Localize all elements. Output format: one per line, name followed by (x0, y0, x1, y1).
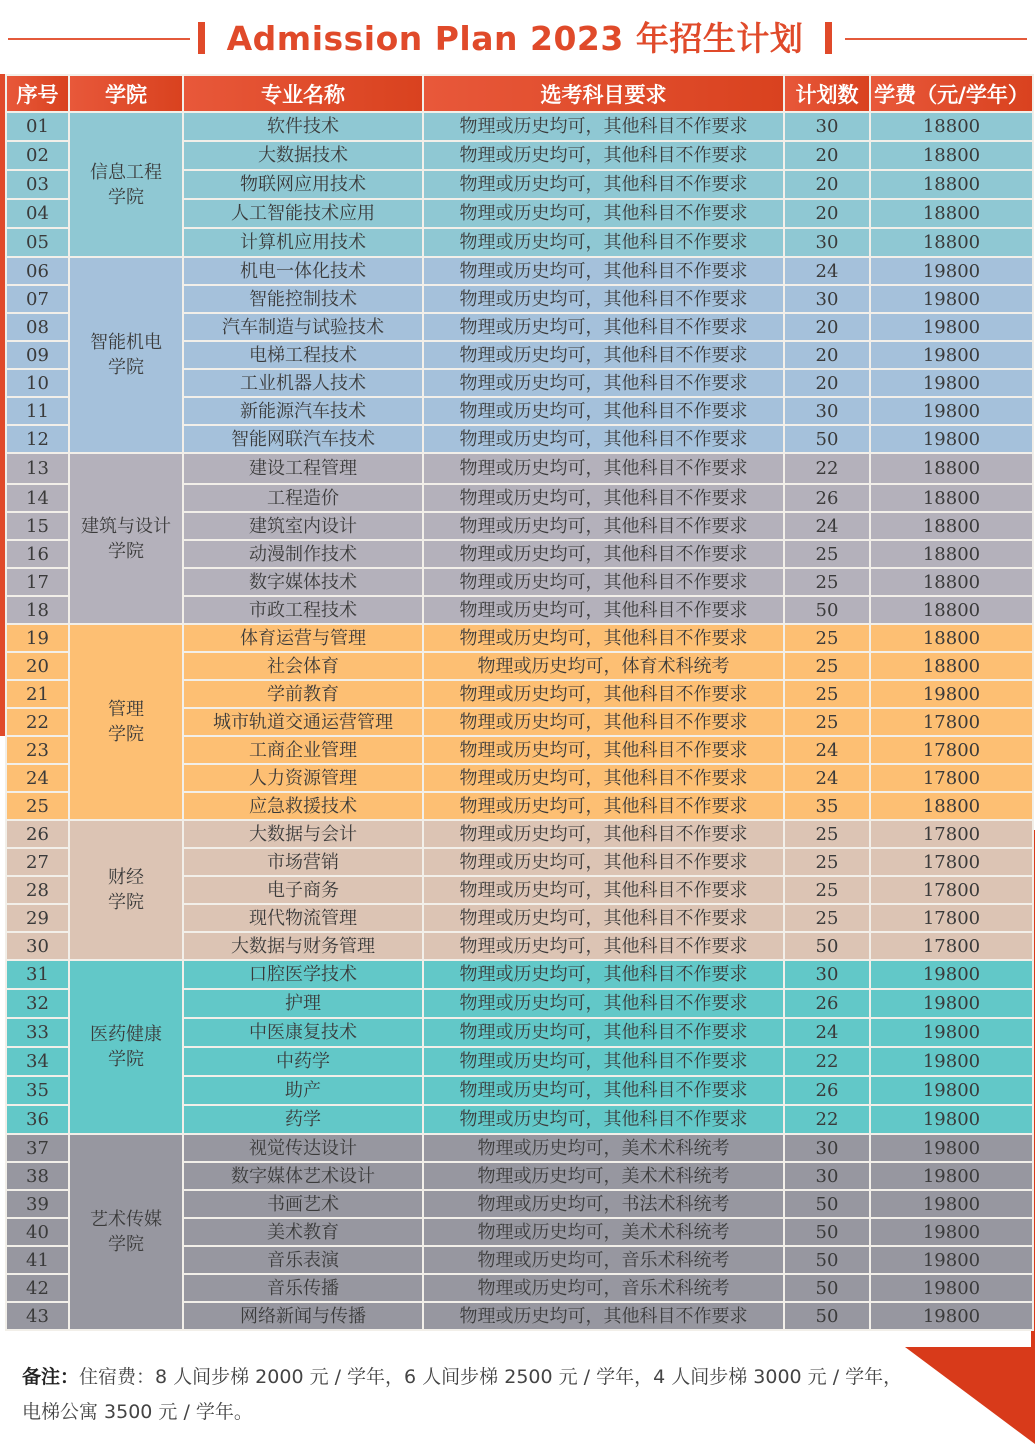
cell-major: 助产 (183, 1076, 423, 1105)
cell-plan-count: 50 (784, 425, 870, 453)
table-row (6, 112, 1033, 141)
cell-major: 工业机器人技术 (183, 369, 423, 397)
cell-major: 工商企业管理 (183, 736, 423, 764)
cell-plan-count: 25 (784, 876, 870, 904)
cell-plan-count: 24 (784, 736, 870, 764)
cell-requirement: 物理或历史均可，美术术科统考 (423, 1134, 784, 1162)
cell-requirement: 物理或历史均可，其他科目不作要求 (423, 369, 784, 397)
cell-requirement: 物理或历史均可，其他科目不作要求 (423, 764, 784, 792)
cell-plan-count: 25 (784, 652, 870, 680)
cell-no: 01 (6, 112, 69, 141)
cell-tuition: 18800 (870, 568, 1033, 596)
cell-plan-count: 30 (784, 397, 870, 425)
cell-plan-count: 24 (784, 512, 870, 540)
cell-college: 医药健康 学院 (69, 960, 183, 1134)
cell-no: 24 (6, 764, 69, 792)
cell-college: 建筑与设计 学院 (69, 453, 183, 624)
cell-major: 大数据与财务管理 (183, 932, 423, 960)
cell-requirement: 物理或历史均可，其他科目不作要求 (423, 876, 784, 904)
cell-major: 学前教育 (183, 680, 423, 708)
cell-requirement: 物理或历史均可，其他科目不作要求 (423, 820, 784, 848)
cell-tuition: 19800 (870, 1190, 1033, 1218)
cell-tuition: 18800 (870, 596, 1033, 624)
cell-tuition: 19800 (870, 425, 1033, 453)
title-bar (0, 14, 1035, 64)
cell-requirement: 物理或历史均可，其他科目不作要求 (423, 484, 784, 512)
note-line-1: 住宿费：8 人间步梯 2000 元 / 学年，6 人间步梯 2500 元 / 学年，4 人间步梯 3000 元 / 学年， (79, 1366, 903, 1388)
cell-no: 03 (6, 170, 69, 199)
cell-plan-count: 25 (784, 680, 870, 708)
cell-no: 32 (6, 989, 69, 1018)
cell-tuition: 19800 (870, 1274, 1033, 1302)
cell-requirement: 物理或历史均可，其他科目不作要求 (423, 170, 784, 199)
title-marker-right (825, 22, 832, 54)
note-label: 备注： (22, 1366, 80, 1388)
cell-requirement: 物理或历史均可，其他科目不作要求 (423, 453, 784, 484)
cell-plan-count: 30 (784, 960, 870, 989)
cell-major: 物联网应用技术 (183, 170, 423, 199)
cell-plan-count: 25 (784, 708, 870, 736)
cell-tuition: 19800 (870, 1018, 1033, 1047)
cell-tuition: 18800 (870, 652, 1033, 680)
cell-no: 19 (6, 624, 69, 652)
cell-tuition: 19800 (870, 313, 1033, 341)
cell-major: 机电一体化技术 (183, 257, 423, 285)
cell-major: 网络新闻与传播 (183, 1302, 423, 1330)
cell-no: 39 (6, 1190, 69, 1218)
cell-requirement: 物理或历史均可，音乐术科统考 (423, 1274, 784, 1302)
cell-tuition: 19800 (870, 369, 1033, 397)
cell-tuition: 18800 (870, 453, 1033, 484)
footnote (22, 1360, 942, 1430)
cell-plan-count: 20 (784, 170, 870, 199)
cell-tuition: 19800 (870, 341, 1033, 369)
cell-no: 40 (6, 1218, 69, 1246)
cell-tuition: 19800 (870, 1302, 1033, 1330)
cell-plan-count: 50 (784, 1218, 870, 1246)
cell-major: 电梯工程技术 (183, 341, 423, 369)
table-header-row (6, 75, 1033, 112)
cell-plan-count: 30 (784, 1134, 870, 1162)
cell-plan-count: 30 (784, 228, 870, 257)
cell-major: 建筑室内设计 (183, 512, 423, 540)
cell-plan-count: 50 (784, 1302, 870, 1330)
header-tuition: 学费（元/学年） (870, 75, 1033, 112)
cell-plan-count: 20 (784, 369, 870, 397)
cell-requirement: 物理或历史均可，其他科目不作要求 (423, 425, 784, 453)
cell-tuition: 17800 (870, 848, 1033, 876)
cell-tuition: 19800 (870, 1246, 1033, 1274)
cell-no: 17 (6, 568, 69, 596)
cell-no: 05 (6, 228, 69, 257)
cell-major: 口腔医学技术 (183, 960, 423, 989)
cell-plan-count: 24 (784, 257, 870, 285)
cell-no: 41 (6, 1246, 69, 1274)
cell-major: 新能源汽车技术 (183, 397, 423, 425)
cell-no: 33 (6, 1018, 69, 1047)
cell-requirement: 物理或历史均可，其他科目不作要求 (423, 960, 784, 989)
cell-no: 11 (6, 397, 69, 425)
cell-no: 13 (6, 453, 69, 484)
page-title: Admission Plan 2023 年招生计划 (226, 19, 804, 58)
cell-plan-count: 22 (784, 1047, 870, 1076)
cell-tuition: 18800 (870, 199, 1033, 228)
cell-college: 信息工程 学院 (69, 112, 183, 257)
title-marker-left (198, 22, 205, 54)
cell-plan-count: 50 (784, 596, 870, 624)
cell-no: 37 (6, 1134, 69, 1162)
cell-plan-count: 26 (784, 989, 870, 1018)
table-row (6, 257, 1033, 285)
table-row (6, 960, 1033, 989)
cell-tuition: 19800 (870, 989, 1033, 1018)
table-body (6, 112, 1033, 1330)
cell-major: 大数据技术 (183, 141, 423, 170)
cell-requirement: 物理或历史均可，其他科目不作要求 (423, 1076, 784, 1105)
cell-no: 06 (6, 257, 69, 285)
cell-tuition: 19800 (870, 1047, 1033, 1076)
cell-major: 数字媒体技术 (183, 568, 423, 596)
cell-tuition: 18800 (870, 141, 1033, 170)
cell-major: 音乐表演 (183, 1246, 423, 1274)
cell-tuition: 17800 (870, 736, 1033, 764)
cell-no: 04 (6, 199, 69, 228)
cell-tuition: 18800 (870, 112, 1033, 141)
cell-no: 07 (6, 285, 69, 313)
header-no: 序号 (6, 75, 69, 112)
cell-major: 药学 (183, 1105, 423, 1134)
cell-requirement: 物理或历史均可，其他科目不作要求 (423, 848, 784, 876)
cell-tuition: 17800 (870, 820, 1033, 848)
cell-major: 智能控制技术 (183, 285, 423, 313)
cell-requirement: 物理或历史均可，其他科目不作要求 (423, 624, 784, 652)
cell-plan-count: 30 (784, 112, 870, 141)
cell-no: 12 (6, 425, 69, 453)
cell-tuition: 19800 (870, 257, 1033, 285)
cell-tuition: 19800 (870, 960, 1033, 989)
cell-requirement: 物理或历史均可，其他科目不作要求 (423, 736, 784, 764)
cell-major: 音乐传播 (183, 1274, 423, 1302)
cell-plan-count: 26 (784, 484, 870, 512)
cell-plan-count: 22 (784, 1105, 870, 1134)
cell-tuition: 17800 (870, 932, 1033, 960)
cell-requirement: 物理或历史均可，其他科目不作要求 (423, 199, 784, 228)
cell-requirement: 物理或历史均可，其他科目不作要求 (423, 341, 784, 369)
cell-requirement: 物理或历史均可，其他科目不作要求 (423, 708, 784, 736)
cell-plan-count: 25 (784, 848, 870, 876)
cell-major: 中医康复技术 (183, 1018, 423, 1047)
cell-plan-count: 20 (784, 141, 870, 170)
cell-no: 28 (6, 876, 69, 904)
cell-major: 人工智能技术应用 (183, 199, 423, 228)
cell-college: 智能机电 学院 (69, 257, 183, 453)
cell-requirement: 物理或历史均可，美术术科统考 (423, 1162, 784, 1190)
header-major: 专业名称 (183, 75, 423, 112)
cell-no: 43 (6, 1302, 69, 1330)
cell-requirement: 物理或历史均可，其他科目不作要求 (423, 1018, 784, 1047)
cell-major: 美术教育 (183, 1218, 423, 1246)
cell-tuition: 17800 (870, 876, 1033, 904)
cell-plan-count: 25 (784, 540, 870, 568)
cell-requirement: 物理或历史均可，其他科目不作要求 (423, 141, 784, 170)
cell-plan-count: 20 (784, 341, 870, 369)
cell-major: 应急救援技术 (183, 792, 423, 820)
cell-no: 30 (6, 932, 69, 960)
cell-plan-count: 25 (784, 624, 870, 652)
cell-tuition: 17800 (870, 904, 1033, 932)
cell-requirement: 物理或历史均可，美术术科统考 (423, 1218, 784, 1246)
cell-no: 27 (6, 848, 69, 876)
cell-tuition: 19800 (870, 397, 1033, 425)
cell-major: 动漫制作技术 (183, 540, 423, 568)
header-college: 学院 (69, 75, 183, 112)
cell-no: 31 (6, 960, 69, 989)
cell-requirement: 物理或历史均可，其他科目不作要求 (423, 512, 784, 540)
cell-tuition: 17800 (870, 764, 1033, 792)
cell-requirement: 物理或历史均可，其他科目不作要求 (423, 1047, 784, 1076)
cell-requirement: 物理或历史均可，体育术科统考 (423, 652, 784, 680)
cell-major: 智能网联汽车技术 (183, 425, 423, 453)
cell-plan-count: 25 (784, 904, 870, 932)
cell-no: 35 (6, 1076, 69, 1105)
cell-no: 26 (6, 820, 69, 848)
cell-major: 建设工程管理 (183, 453, 423, 484)
cell-tuition: 18800 (870, 792, 1033, 820)
cell-tuition: 19800 (870, 1105, 1033, 1134)
header-plan-count: 计划数 (784, 75, 870, 112)
cell-requirement: 物理或历史均可，其他科目不作要求 (423, 1302, 784, 1330)
cell-major: 电子商务 (183, 876, 423, 904)
cell-plan-count: 30 (784, 1162, 870, 1190)
cell-major: 体育运营与管理 (183, 624, 423, 652)
cell-requirement: 物理或历史均可，其他科目不作要求 (423, 112, 784, 141)
cell-plan-count: 25 (784, 820, 870, 848)
cell-requirement: 物理或历史均可，其他科目不作要求 (423, 228, 784, 257)
cell-no: 21 (6, 680, 69, 708)
cell-no: 29 (6, 904, 69, 932)
cell-college: 管理 学院 (69, 624, 183, 820)
cell-major: 市政工程技术 (183, 596, 423, 624)
cell-no: 15 (6, 512, 69, 540)
cell-major: 数字媒体艺术设计 (183, 1162, 423, 1190)
header-requirement: 选考科目要求 (423, 75, 784, 112)
cell-plan-count: 25 (784, 568, 870, 596)
cell-requirement: 物理或历史均可，其他科目不作要求 (423, 285, 784, 313)
cell-no: 42 (6, 1274, 69, 1302)
cell-requirement: 物理或历史均可，其他科目不作要求 (423, 932, 784, 960)
cell-major: 现代物流管理 (183, 904, 423, 932)
cell-plan-count: 24 (784, 1018, 870, 1047)
cell-tuition: 19800 (870, 285, 1033, 313)
cell-tuition: 18800 (870, 228, 1033, 257)
cell-no: 02 (6, 141, 69, 170)
cell-major: 大数据与会计 (183, 820, 423, 848)
cell-major: 护理 (183, 989, 423, 1018)
cell-tuition: 19800 (870, 1218, 1033, 1246)
cell-tuition: 19800 (870, 1076, 1033, 1105)
cell-plan-count: 35 (784, 792, 870, 820)
cell-tuition: 19800 (870, 1134, 1033, 1162)
cell-major: 计算机应用技术 (183, 228, 423, 257)
cell-plan-count: 26 (784, 1076, 870, 1105)
cell-no: 38 (6, 1162, 69, 1190)
cell-plan-count: 50 (784, 1246, 870, 1274)
cell-major: 软件技术 (183, 112, 423, 141)
cell-requirement: 物理或历史均可，书法术科统考 (423, 1190, 784, 1218)
cell-plan-count: 50 (784, 932, 870, 960)
cell-major: 中药学 (183, 1047, 423, 1076)
table-row (6, 624, 1033, 652)
cell-requirement: 物理或历史均可，音乐术科统考 (423, 1246, 784, 1274)
cell-tuition: 17800 (870, 708, 1033, 736)
table-row (6, 453, 1033, 484)
cell-no: 36 (6, 1105, 69, 1134)
title-divider-left (8, 38, 190, 40)
cell-plan-count: 30 (784, 285, 870, 313)
cell-no: 09 (6, 341, 69, 369)
cell-plan-count: 50 (784, 1274, 870, 1302)
cell-tuition: 19800 (870, 1162, 1033, 1190)
cell-no: 08 (6, 313, 69, 341)
table-row (6, 820, 1033, 848)
cell-no: 23 (6, 736, 69, 764)
cell-college: 艺术传媒 学院 (69, 1134, 183, 1330)
cell-tuition: 19800 (870, 680, 1033, 708)
cell-requirement: 物理或历史均可，其他科目不作要求 (423, 792, 784, 820)
cell-plan-count: 20 (784, 199, 870, 228)
cell-major: 社会体育 (183, 652, 423, 680)
cell-no: 14 (6, 484, 69, 512)
cell-no: 25 (6, 792, 69, 820)
cell-tuition: 18800 (870, 512, 1033, 540)
cell-tuition: 18800 (870, 484, 1033, 512)
cell-no: 34 (6, 1047, 69, 1076)
cell-no: 18 (6, 596, 69, 624)
cell-major: 视觉传达设计 (183, 1134, 423, 1162)
cell-requirement: 物理或历史均可，其他科目不作要求 (423, 568, 784, 596)
title-divider-right (845, 38, 1027, 40)
cell-plan-count: 24 (784, 764, 870, 792)
cell-tuition: 18800 (870, 170, 1033, 199)
cell-college: 财经 学院 (69, 820, 183, 960)
cell-plan-count: 20 (784, 313, 870, 341)
cell-no: 16 (6, 540, 69, 568)
cell-major: 工程造价 (183, 484, 423, 512)
cell-requirement: 物理或历史均可，其他科目不作要求 (423, 397, 784, 425)
cell-no: 20 (6, 652, 69, 680)
note-line-2: 电梯公寓 3500 元 / 学年。 (22, 1401, 253, 1423)
cell-major: 汽车制造与试验技术 (183, 313, 423, 341)
cell-requirement: 物理或历史均可，其他科目不作要求 (423, 989, 784, 1018)
cell-major: 人力资源管理 (183, 764, 423, 792)
cell-requirement: 物理或历史均可，其他科目不作要求 (423, 1105, 784, 1134)
admission-plan-table (5, 74, 1034, 1331)
cell-requirement: 物理或历史均可，其他科目不作要求 (423, 596, 784, 624)
cell-plan-count: 50 (784, 1190, 870, 1218)
cell-no: 10 (6, 369, 69, 397)
cell-tuition: 18800 (870, 624, 1033, 652)
table-row (6, 1134, 1033, 1162)
cell-requirement: 物理或历史均可，其他科目不作要求 (423, 257, 784, 285)
cell-requirement: 物理或历史均可，其他科目不作要求 (423, 540, 784, 568)
cell-no: 22 (6, 708, 69, 736)
cell-major: 书画艺术 (183, 1190, 423, 1218)
cell-major: 市场营销 (183, 848, 423, 876)
cell-requirement: 物理或历史均可，其他科目不作要求 (423, 904, 784, 932)
cell-tuition: 18800 (870, 540, 1033, 568)
cell-plan-count: 22 (784, 453, 870, 484)
cell-requirement: 物理或历史均可，其他科目不作要求 (423, 313, 784, 341)
cell-major: 城市轨道交通运营管理 (183, 708, 423, 736)
cell-requirement: 物理或历史均可，其他科目不作要求 (423, 680, 784, 708)
